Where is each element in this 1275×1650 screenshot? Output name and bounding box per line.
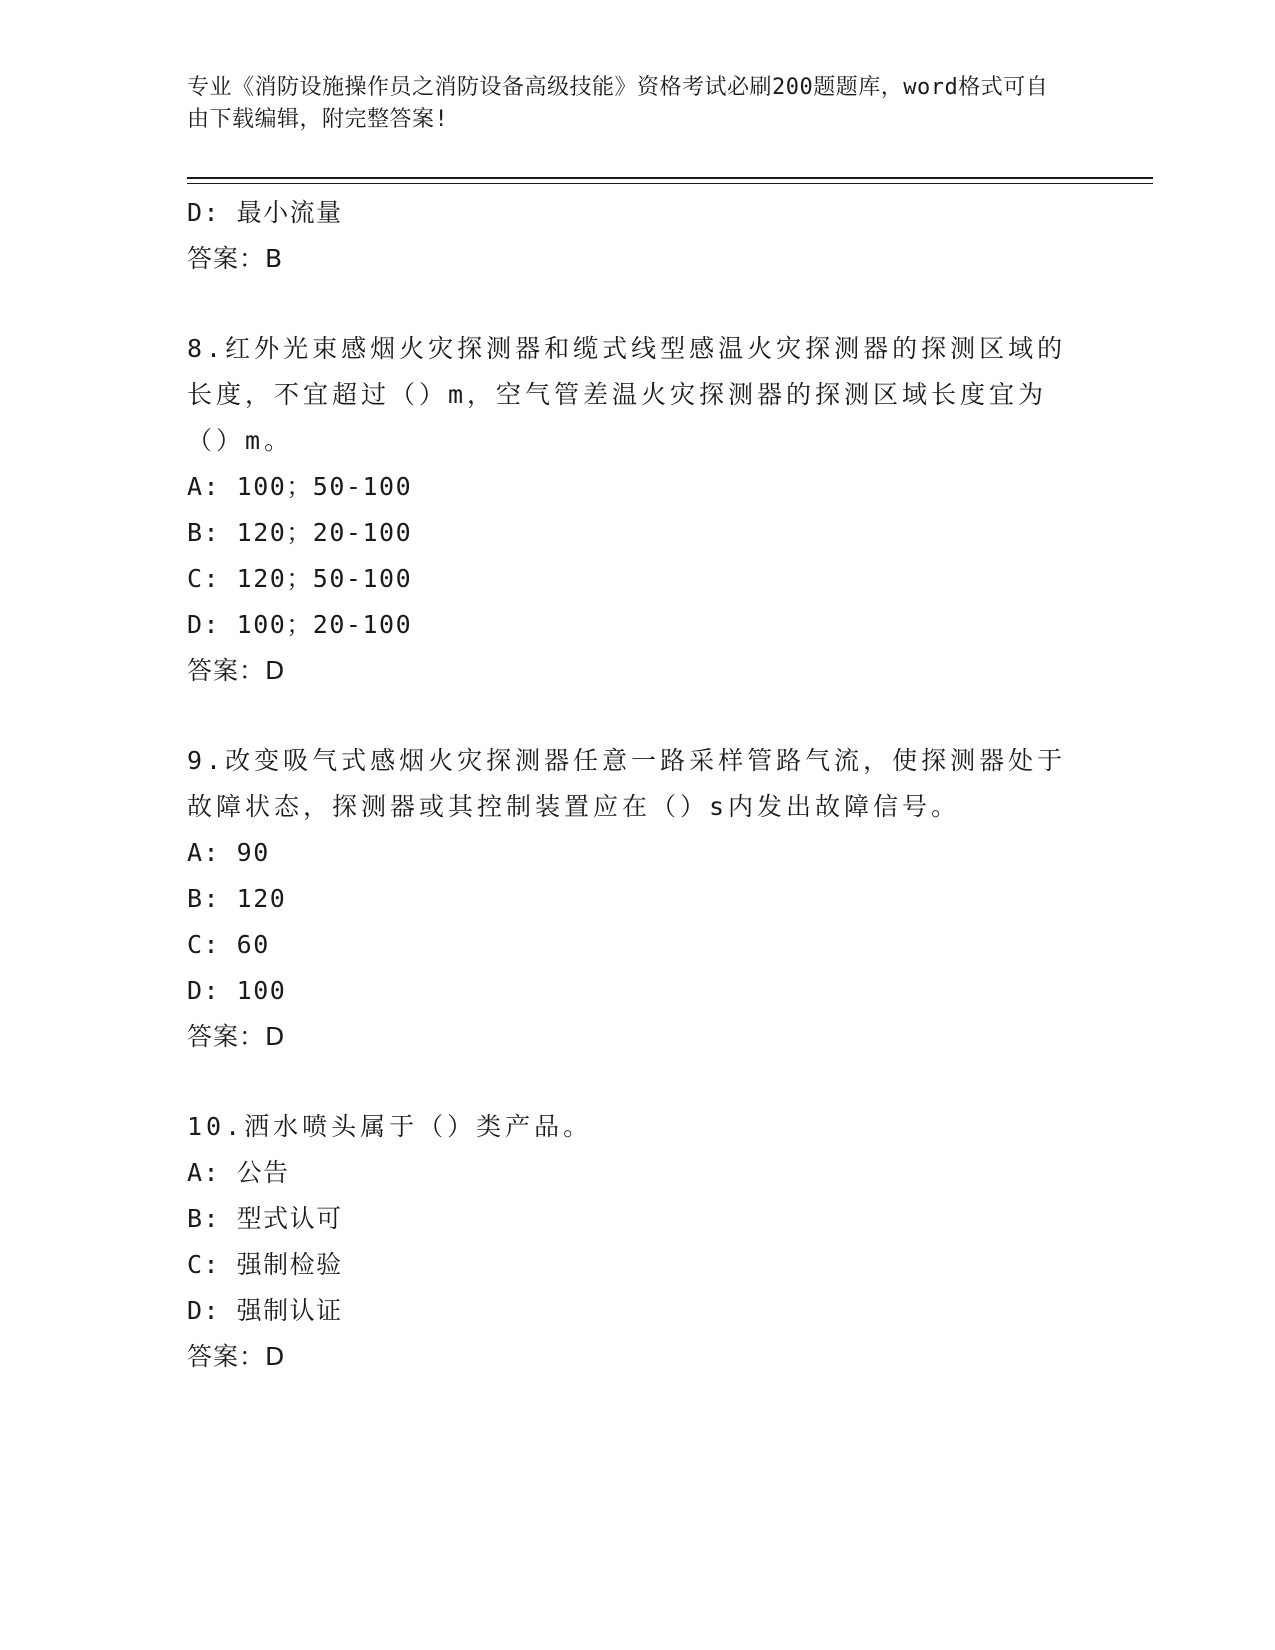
option-a: A: 公告 <box>187 1158 290 1187</box>
option-d: D: 最小流量 <box>187 198 343 227</box>
question-list <box>187 190 1067 1380</box>
question-8 <box>187 326 1067 694</box>
option-a: A: 90 <box>187 838 270 867</box>
option-d: D: 100 <box>187 976 287 1005</box>
option-b: B: 型式认可 <box>187 1204 343 1233</box>
question-10 <box>187 1104 1067 1380</box>
option-d: D: 100；20-100 <box>187 610 413 639</box>
answer-line: 答案：D <box>187 656 286 685</box>
option-a: A: 100；50-100 <box>187 472 413 501</box>
header-divider-thin <box>187 183 1153 184</box>
question-9 <box>187 738 1067 1060</box>
document-header: 专业《消防设施操作员之消防设备高级技能》资格考试必刷200题题库，word格式可自由下载编辑，附完整答案! <box>187 75 1049 132</box>
option-b: B: 120 <box>187 884 287 913</box>
previous-question-tail <box>187 190 1067 282</box>
option-b: B: 120；20-100 <box>187 518 413 547</box>
answer-line: 答案：B <box>187 244 284 273</box>
option-c: C: 强制检验 <box>187 1250 343 1279</box>
answer-line: 答案：D <box>187 1342 286 1371</box>
question-text: 10.洒水喷头属于（）类产品。 <box>187 1112 593 1141</box>
header-divider-thick <box>187 177 1153 179</box>
question-text: 8.红外光束感烟火灾探测器和缆式线型感温火灾探测器的探测区域的长度，不宜超过（）m，空气管差温火灾探测器的探测区域长度宜为（）m。 <box>187 334 1067 455</box>
option-d: D: 强制认证 <box>187 1296 343 1325</box>
option-c: C: 120；50-100 <box>187 564 413 593</box>
option-c: C: 60 <box>187 930 270 959</box>
answer-line: 答案：D <box>187 1022 286 1051</box>
question-text: 9.改变吸气式感烟火灾探测器任意一路采样管路气流，使探测器处于故障状态，探测器或其控制装置应在（）s内发出故障信号。 <box>187 746 1067 821</box>
